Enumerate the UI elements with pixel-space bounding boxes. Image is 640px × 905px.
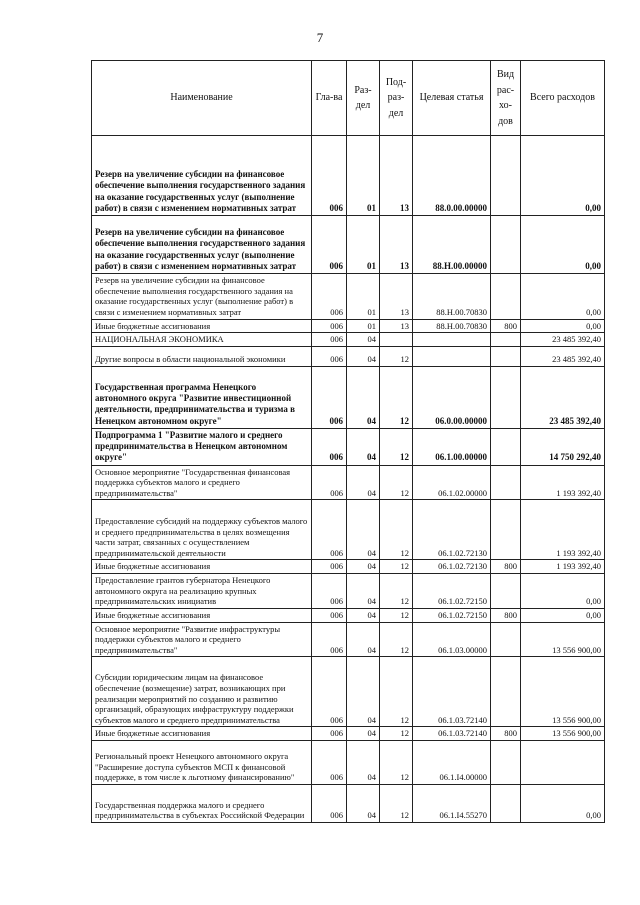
cell-name: Предоставление субсидий на поддержку субъектов малого и среднего предпринимательства в целях возмещения части затрат, связанных с осуществлением предпринимательской деятельности [92, 500, 312, 560]
cell-target: 06.1.02.72130 [413, 560, 491, 574]
cell-total: 23 485 392,40 [521, 346, 605, 366]
cell-target: 06.1.03.00000 [413, 622, 491, 657]
cell-section: 04 [347, 366, 380, 428]
table-row [92, 465, 605, 500]
cell-name: Резерв на увеличение субсидии на финансовое обеспечение выполнения государственного задания на оказание государственных услуг (выполнение работ) в связи с изменением нормативных затрат [92, 274, 312, 320]
cell-name: Региональный проект Ненецкого автономного округа "Расширение доступа субъектов МСП к финансовой поддержке, в том числе к льготному финансированию" [92, 741, 312, 785]
cell-name: Предоставление грантов губернатора Ненецкого автономного округа на реализацию крупных предпринимательских инициатив [92, 574, 312, 609]
cell-chapter: 006 [312, 333, 347, 347]
cell-expense-type [491, 346, 521, 366]
cell-total: 0,00 [521, 216, 605, 274]
cell-name: Иные бюджетные ассигнования [92, 608, 312, 622]
cell-expense-type [491, 657, 521, 727]
cell-total: 1 193 392,40 [521, 465, 605, 500]
cell-total: 13 556 900,00 [521, 727, 605, 741]
cell-total: 14 750 292,40 [521, 428, 605, 465]
cell-target: 06.1.02.72130 [413, 500, 491, 560]
cell-section: 04 [347, 465, 380, 500]
cell-subsection: 13 [380, 216, 413, 274]
cell-subsection: 13 [380, 136, 413, 216]
cell-expense-type: 800 [491, 727, 521, 741]
cell-chapter: 006 [312, 274, 347, 320]
cell-expense-type: 800 [491, 608, 521, 622]
cell-section: 04 [347, 560, 380, 574]
cell-expense-type: 800 [491, 560, 521, 574]
table-row [92, 622, 605, 657]
cell-section: 04 [347, 785, 380, 823]
header-name: Наименование [92, 61, 312, 136]
cell-target: 06.1.03.72140 [413, 727, 491, 741]
cell-section: 04 [347, 346, 380, 366]
cell-name: НАЦИОНАЛЬНАЯ ЭКОНОМИКА [92, 333, 312, 347]
cell-section: 01 [347, 136, 380, 216]
cell-subsection: 12 [380, 657, 413, 727]
cell-subsection: 13 [380, 319, 413, 333]
cell-chapter: 006 [312, 465, 347, 500]
cell-total: 0,00 [521, 274, 605, 320]
cell-subsection: 12 [380, 366, 413, 428]
cell-subsection: 12 [380, 727, 413, 741]
table-row [92, 274, 605, 320]
cell-total [521, 741, 605, 785]
table-row [92, 428, 605, 465]
header-subsection: Под-раз-дел [380, 61, 413, 136]
table-row [92, 216, 605, 274]
cell-expense-type: 800 [491, 319, 521, 333]
cell-section: 04 [347, 741, 380, 785]
cell-expense-type [491, 366, 521, 428]
cell-target: 06.1.00.00000 [413, 428, 491, 465]
cell-chapter: 006 [312, 622, 347, 657]
cell-section: 04 [347, 574, 380, 609]
header-total: Всего расходов [521, 61, 605, 136]
cell-target: 88.Н.00.70830 [413, 274, 491, 320]
cell-name: Иные бюджетные ассигнования [92, 727, 312, 741]
cell-chapter: 006 [312, 727, 347, 741]
table-row [92, 574, 605, 609]
cell-expense-type [491, 741, 521, 785]
cell-chapter: 006 [312, 216, 347, 274]
table-row [92, 608, 605, 622]
table-row [92, 346, 605, 366]
cell-expense-type [491, 785, 521, 823]
cell-chapter: 006 [312, 428, 347, 465]
cell-expense-type [491, 622, 521, 657]
cell-chapter: 006 [312, 366, 347, 428]
cell-subsection: 12 [380, 574, 413, 609]
cell-target: 06.1.02.72150 [413, 608, 491, 622]
table-row [92, 319, 605, 333]
cell-target: 06.0.00.00000 [413, 366, 491, 428]
cell-expense-type [491, 428, 521, 465]
cell-total: 1 193 392,40 [521, 560, 605, 574]
cell-target: 06.1.I4.00000 [413, 741, 491, 785]
table-row [92, 560, 605, 574]
cell-target: 06.1.I4.55270 [413, 785, 491, 823]
cell-name: Иные бюджетные ассигнования [92, 319, 312, 333]
page-number: 7 [316, 30, 324, 45]
cell-subsection: 12 [380, 785, 413, 823]
header-chapter: Гла-ва [312, 61, 347, 136]
cell-target: 88.0.00.00000 [413, 136, 491, 216]
cell-name: Субсидии юридическим лицам на финансовое обеспечение (возмещение) затрат, возникающих при реализации мероприятий по созданию и развитию организаций, образующих инфраструктуру поддержки субъектов малого и среднего предпринимательства [92, 657, 312, 727]
cell-chapter: 006 [312, 657, 347, 727]
cell-total: 0,00 [521, 319, 605, 333]
cell-expense-type [491, 136, 521, 216]
cell-name: Иные бюджетные ассигнования [92, 560, 312, 574]
cell-total: 0,00 [521, 785, 605, 823]
table-row [92, 500, 605, 560]
cell-expense-type [491, 333, 521, 347]
cell-section: 01 [347, 274, 380, 320]
cell-name: Государственная программа Ненецкого автономного округа "Развитие инвестиционной деятельности, предпринимательства и туризма в Ненецком автономном округе" [92, 366, 312, 428]
cell-total: 0,00 [521, 574, 605, 609]
table-row [92, 657, 605, 727]
table-body [92, 136, 605, 823]
cell-subsection: 12 [380, 428, 413, 465]
cell-chapter: 006 [312, 346, 347, 366]
table-row [92, 785, 605, 823]
cell-expense-type [491, 274, 521, 320]
cell-subsection: 12 [380, 346, 413, 366]
cell-expense-type [491, 216, 521, 274]
cell-chapter: 006 [312, 560, 347, 574]
cell-target [413, 346, 491, 366]
cell-chapter: 006 [312, 574, 347, 609]
cell-section: 04 [347, 500, 380, 560]
cell-chapter: 006 [312, 741, 347, 785]
cell-section: 01 [347, 319, 380, 333]
cell-total: 13 556 900,00 [521, 622, 605, 657]
cell-chapter: 006 [312, 608, 347, 622]
cell-expense-type [491, 574, 521, 609]
cell-target: 06.1.02.72150 [413, 574, 491, 609]
cell-subsection: 13 [380, 274, 413, 320]
cell-target [413, 333, 491, 347]
cell-chapter: 006 [312, 319, 347, 333]
table-header-row [92, 61, 605, 136]
cell-subsection: 12 [380, 465, 413, 500]
table-row [92, 727, 605, 741]
cell-name: Основное мероприятие "Государственная финансовая поддержка субъектов малого и среднего предпринимательства" [92, 465, 312, 500]
budget-table [91, 60, 605, 823]
cell-name: Другие вопросы в области национальной экономики [92, 346, 312, 366]
cell-name: Государственная поддержка малого и среднего предпринимательства в субъектах Российской Федерации [92, 785, 312, 823]
cell-section: 04 [347, 727, 380, 741]
cell-subsection: 12 [380, 622, 413, 657]
cell-section: 04 [347, 428, 380, 465]
cell-subsection: 12 [380, 500, 413, 560]
cell-total: 23 485 392,40 [521, 366, 605, 428]
header-expense-type: Вид рас-хо-дов [491, 61, 521, 136]
header-target: Целевая статья [413, 61, 491, 136]
cell-total: 1 193 392,40 [521, 500, 605, 560]
cell-subsection [380, 333, 413, 347]
cell-target: 88.Н.00.00000 [413, 216, 491, 274]
header-section: Раз-дел [347, 61, 380, 136]
cell-expense-type [491, 465, 521, 500]
cell-section: 04 [347, 622, 380, 657]
cell-target: 88.Н.00.70830 [413, 319, 491, 333]
cell-chapter: 006 [312, 136, 347, 216]
cell-target: 06.1.03.72140 [413, 657, 491, 727]
cell-section: 04 [347, 333, 380, 347]
table-row [92, 333, 605, 347]
cell-name: Резерв на увеличение субсидии на финансовое обеспечение выполнения государственного задания на оказание государственных услуг (выполнение работ) в связи с изменением нормативных затрат [92, 216, 312, 274]
table-row [92, 136, 605, 216]
cell-total: 0,00 [521, 608, 605, 622]
cell-subsection: 12 [380, 608, 413, 622]
cell-section: 01 [347, 216, 380, 274]
cell-chapter: 006 [312, 500, 347, 560]
cell-target: 06.1.02.00000 [413, 465, 491, 500]
cell-expense-type [491, 500, 521, 560]
table-row [92, 366, 605, 428]
cell-name: Подпрограмма 1 "Развитие малого и среднего предпринимательства в Ненецком автономном округе" [92, 428, 312, 465]
cell-name: Резерв на увеличение субсидии на финансовое обеспечение выполнения государственного задания на оказание государственных услуг (выполнение работ) в связи с изменением нормативных затрат [92, 136, 312, 216]
cell-name: Основное мероприятие "Развитие инфраструктуры поддержки субъектов малого и среднего предпринимательства" [92, 622, 312, 657]
cell-subsection: 12 [380, 741, 413, 785]
table-row [92, 741, 605, 785]
cell-total: 23 485 392,40 [521, 333, 605, 347]
cell-subsection: 12 [380, 560, 413, 574]
cell-section: 04 [347, 657, 380, 727]
cell-section: 04 [347, 608, 380, 622]
cell-total: 0,00 [521, 136, 605, 216]
cell-chapter: 006 [312, 785, 347, 823]
cell-total: 13 556 900,00 [521, 657, 605, 727]
